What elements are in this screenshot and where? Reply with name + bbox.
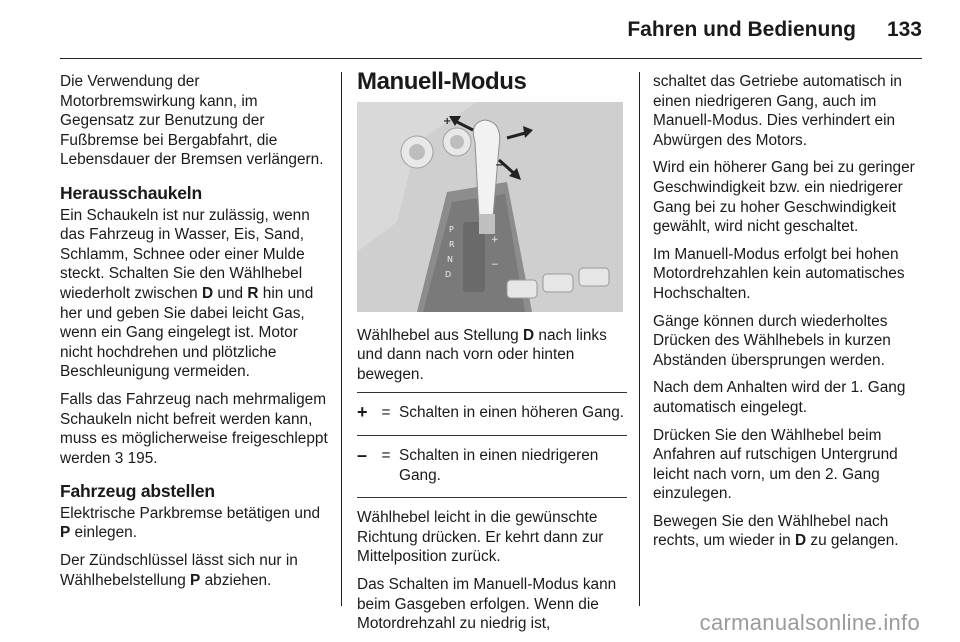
legend-item-minus: – = Schalten in einen niedrigeren Gang. (357, 444, 599, 484)
svg-text:R: R (449, 239, 455, 249)
paragraph: Wählhebel leicht in die gewünschte Richtung drücken. Er kehrt dann zur Mittelposition zurück. (357, 509, 604, 566)
gear-selector-illustration (357, 102, 623, 312)
gear-lever-drawing (357, 102, 623, 312)
svg-text:+: + (491, 234, 499, 245)
paragraph: Falls das Fahrzeug nach mehrmaligem Schaukeln nicht befreit werden kann, muss es möglicherweise freigeschleppt werden 3 195. (60, 390, 328, 467)
page-number: 133 (886, 18, 922, 41)
svg-text:−: − (495, 159, 504, 171)
section-heading-fahrzeug-abstellen: Fahrzeug abstellen (60, 481, 215, 502)
header-rule (60, 58, 922, 59)
svg-text:+: + (443, 115, 452, 127)
plus-icon: + (357, 402, 368, 423)
paragraph: Elektrische Parkbremse betätigen und P einlegen. (60, 504, 321, 542)
legend-divider (357, 392, 627, 393)
legend-divider (357, 435, 627, 436)
svg-text:P: P (449, 224, 454, 234)
column-left (60, 72, 330, 598)
legend-divider (357, 497, 627, 498)
paragraph: Das Schalten im Manuell-Modus kann beim Gasgeben erfolgen. Wenn die Motordrehzahl zu niedrig ist, (357, 575, 617, 633)
section-heading-herausschaukeln: Herausschaukeln (60, 182, 202, 203)
paragraph: Wird ein höherer Gang bei zu geringer Geschwindigkeit bzw. ein niedrigerer Gang bei zu hoher Geschwindigkeit gewählt, wird nicht geschaltet. (653, 159, 915, 236)
paragraph: schaltet das Getriebe automatisch in einen niedrigeren Gang, auch im Manuell-Modus. Dies verhindert ein Abwürgen des Motors. (653, 73, 902, 149)
watermark: carmanualsonline.info (699, 610, 920, 635)
page-header (0, 0, 960, 60)
paragraph: Im Manuell-Modus erfolgt bei hohen Motordrehzahlen kein automatisches Hochschalten. (653, 245, 905, 302)
page-title: Fahren und Bedienung (627, 18, 856, 41)
column-middle (357, 68, 627, 642)
paragraph: Drücken Sie den Wählhebel beim Anfahren auf rutschigen Untergrund leicht nach vorn, um den 2. Gang einzulegen. (653, 426, 898, 503)
paragraph: Nach dem Anhalten wird der 1. Gang automatisch eingelegt. (653, 379, 906, 416)
legend-item-plus: + = Schalten in einen höheren Gang. (357, 402, 625, 423)
column-separator (341, 72, 342, 606)
column-right (653, 72, 925, 559)
paragraph: Ein Schaukeln ist nur zulässig, wenn das Fahrzeug in Wasser, Eis, Sand, Schlamm, Schnee oder einer Mulde steckt. Schalten Sie den Wählhebel wiederholt zwischen D und R hin und her und geben Sie dabei leicht Gas, wenn ein Gang eingelegt ist. Motor nicht hochdrehen und plötzliche Beschleunigung vermeiden. (60, 206, 314, 381)
column-separator (639, 72, 640, 606)
section-heading-manuell-modus: Manuell-Modus (357, 68, 527, 95)
page-reference-icon: 3 (114, 449, 124, 467)
paragraph: Gänge können durch wiederholtes Drücken des Wählhebels in kurzen Abständen übersprungen werden. (653, 312, 891, 369)
paragraph: Bewegen Sie den Wählhebel nach rechts, um wieder in D zu gelangen. (653, 512, 899, 550)
paragraph: Der Zündschlüssel lässt sich nur in Wählhebelstellung P abziehen. (60, 552, 298, 589)
svg-text:−: − (491, 259, 499, 270)
figure-caption: Wählhebel aus Stellung D nach links und dann nach vorn oder hinten bewegen. (357, 326, 607, 383)
minus-icon: – (357, 444, 368, 465)
intro-paragraph: Die Verwendung der Motorbremswirkung kann, im Gegensatz zur Benutzung der Fußbremse bei Bergabfahrt, die Lebensdauer der Bremsen verlängern. (60, 73, 324, 169)
svg-text:D: D (445, 269, 452, 279)
svg-text:N: N (447, 254, 453, 264)
